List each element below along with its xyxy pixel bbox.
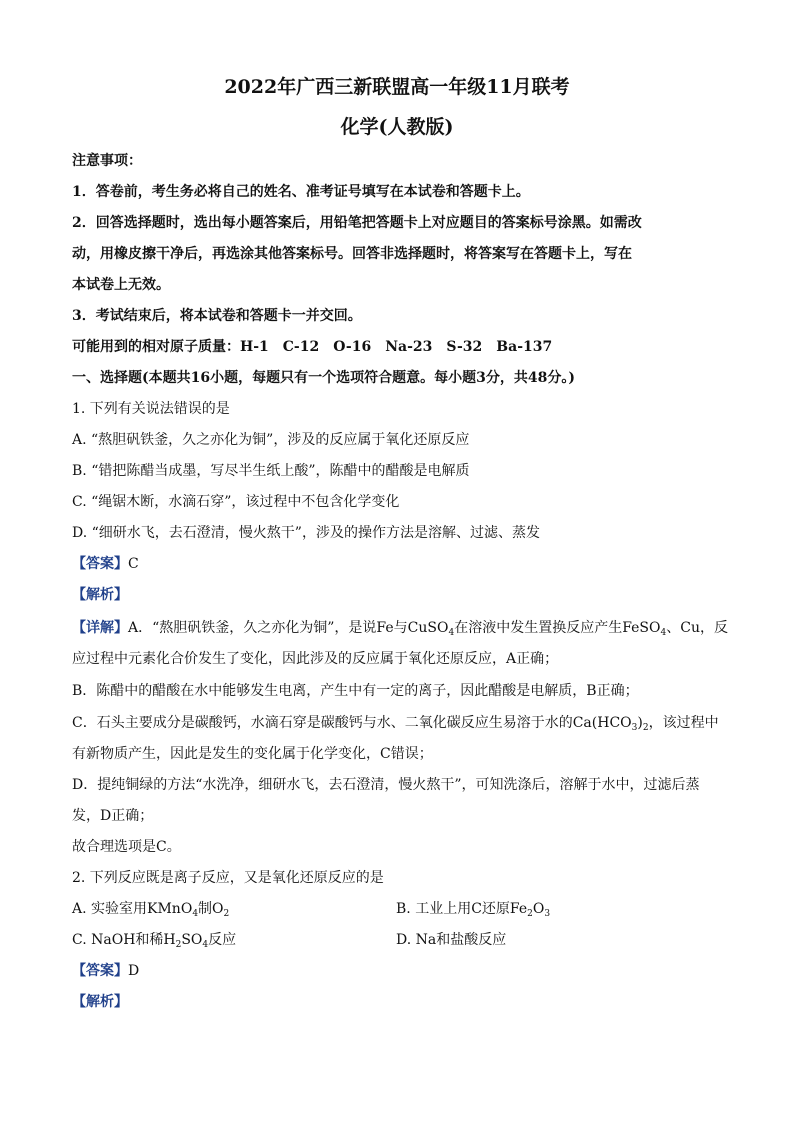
q1-detail-line-4 — [72, 714, 719, 732]
q2-option-a-text: 制O — [198, 901, 224, 917]
q1-detail-text: C．石头主要成分是碳酸钙，水滴石穿是碳酸钙与水、二氧化碳反应生易溶于水的Ca(HCO — [72, 715, 632, 731]
subscript: 3 — [631, 723, 638, 733]
q1-option-d: D. “细研水飞，去石澄清，慢火熬干”，涉及的操作方法是溶解、过滤、蒸发 — [72, 525, 540, 541]
notice-item-2-line-3: 本试卷上无效。 — [72, 277, 170, 293]
q1-stem: 1. 下列有关说法错误的是 — [72, 401, 230, 417]
q1-detail-text: ) — [637, 715, 643, 731]
q1-option-c: C. “绳锯木断，水滴石穿”，该过程中不包含化学变化 — [72, 494, 400, 510]
answer-tag: 【答案】 — [72, 963, 128, 979]
notice-heading: 注意事项： — [72, 153, 142, 169]
q2-answer — [72, 962, 139, 980]
q1-option-a: A. “熬胆矾铁釜，久之亦化为铜”，涉及的反应属于氧化还原反应 — [72, 432, 470, 448]
exam-subtitle: 化学(人教版) — [340, 116, 454, 138]
q1-answer — [72, 555, 139, 573]
q2-stem: 2. 下列反应既是离子反应，又是氧化还原反应的是 — [72, 870, 384, 886]
atomic-masses: 可能用到的相对原子质量：H-1 C-12 O-16 Na-23 S-32 Ba-137 — [72, 339, 553, 355]
answer-tag: 【答案】 — [72, 556, 128, 572]
q1-detail-text: A．“熬胆矾铁釜，久之亦化为铜”，是说Fe与CuSO — [128, 620, 449, 636]
q1-answer-value: C — [128, 556, 139, 572]
section-1-heading: 一、选择题(本题共16小题，每题只有一个选项符合题意。每小题3分，共48分。) — [72, 370, 575, 386]
notice-item-3: 3．考试结束后，将本试卷和答题卡一并交回。 — [72, 308, 362, 324]
q2-option-d: D. Na和盐酸反应 — [396, 932, 507, 948]
notice-item-2-line-1: 2．回答选择题时，选出每小题答案后，用铅笔把答题卡上对应题目的答案标号涂黑。如需改 — [72, 215, 642, 231]
q2-option-a-text: A. 实验室用KMnO — [72, 901, 193, 917]
q2-analysis-tag: 【解析】 — [72, 994, 128, 1010]
q2-option-c-text: 反应 — [208, 932, 237, 948]
subscript: 2 — [223, 909, 230, 919]
subscript: 2 — [527, 909, 533, 919]
q2-option-a — [72, 901, 229, 917]
q2-option-b — [396, 900, 550, 918]
q2-option-c — [72, 932, 236, 948]
q1-conclusion: 故合理选项是C。 — [72, 839, 181, 855]
subscript: 4 — [448, 628, 455, 638]
subscript: 4 — [660, 628, 667, 638]
subscript: 4 — [192, 909, 199, 919]
q1-detail-line-5: 有新物质产生，因此是发生的变化属于化学变化，C错误； — [72, 746, 433, 762]
q2-option-b-text: O — [532, 901, 545, 917]
q2-option-c-text: C. NaOH和稀H — [72, 932, 176, 948]
q2-option-c-text: SO — [181, 932, 203, 948]
q1-detail-text: ，该过程中 — [648, 715, 719, 731]
q2-options-row-1 — [72, 900, 551, 919]
q1-detail-line-7: 发，D正确； — [72, 808, 154, 824]
q1-analysis-tag: 【解析】 — [72, 587, 128, 603]
q1-detail-text: 在溶液中发生置换反应产生FeSO — [454, 620, 661, 636]
detail-tag: 【详解】 — [72, 620, 128, 636]
subscript: 3 — [544, 909, 551, 919]
q1-detail-line-1 — [72, 619, 728, 637]
notice-item-2-line-2: 动，用橡皮擦干净后，再选涂其他答案标号。回答非选择题时，将答案写在答题卡上，写在 — [72, 246, 632, 262]
notice-item-1: 1．答卷前，考生务必将自己的姓名、准考证号填写在本试卷和答题卡上。 — [72, 184, 530, 200]
q2-answer-value: D — [128, 963, 140, 979]
exam-title: 2022年广西三新联盟高一年级11月联考 — [224, 76, 570, 98]
q1-detail-line-2: 应过程中元素化合价发生了变化，因此涉及的反应属于氧化还原反应，A正确； — [72, 651, 559, 667]
subscript: 4 — [202, 940, 209, 950]
q2-options-row-2 — [72, 931, 507, 950]
subscript: 2 — [642, 723, 649, 733]
q2-option-b-text: B. 工业上用C还原Fe — [396, 901, 528, 917]
q1-detail-line-3: B．陈醋中的醋酸在水中能够发生电离，产生中有一定的离子，因此醋酸是电解质，B正确； — [72, 683, 639, 699]
q1-option-b: B. “错把陈醋当成墨，写尽半生纸上酸”，陈醋中的醋酸是电解质 — [72, 463, 470, 479]
q1-detail-text: 、Cu，反 — [666, 620, 728, 636]
subscript: 2 — [175, 940, 182, 950]
q1-detail-line-6: D．提纯铜绿的方法“水洗净，细研水飞，去石澄清，慢火熬干”，可知洗涤后，溶解于水中，过滤后蒸 — [72, 777, 700, 793]
